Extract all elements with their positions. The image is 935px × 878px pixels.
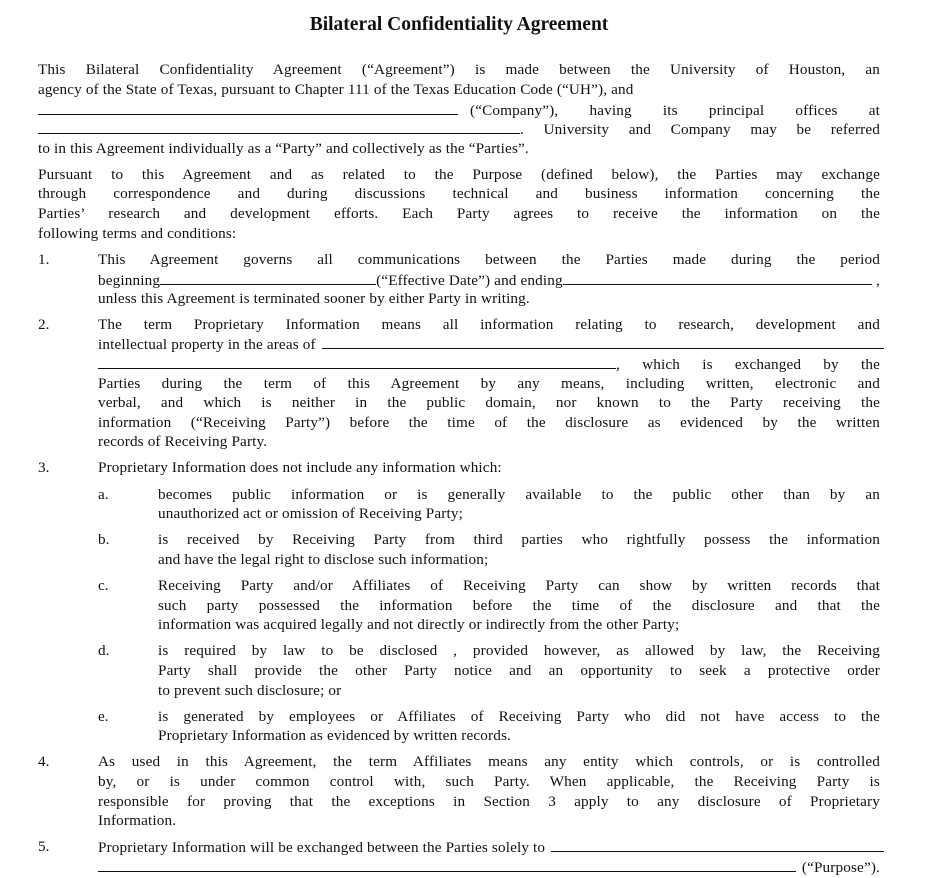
section-5-text: (“Purpose”). xyxy=(801,859,880,876)
section-number: 4. xyxy=(38,753,50,770)
document-title: Bilateral Confidentiality Agreement xyxy=(309,14,609,35)
subsection-e-line: Proprietary Information as evidenced by written records. xyxy=(158,727,511,744)
effective-date-field[interactable] xyxy=(160,270,376,285)
pursuant-line: Parties’ research and development efforts. Each Party agrees to receive the information on the xyxy=(38,205,880,222)
areas-field-continued[interactable] xyxy=(98,354,616,369)
section-4-line: responsible for proving that the exceptions in Section 3 apply to any disclosure of Proprietary xyxy=(98,793,880,810)
subsection-d-line: is required by law to be disclosed , provided however, as allowed by law, the Receiving xyxy=(158,642,880,659)
subsection-label: a. xyxy=(98,486,109,503)
intro-line: agency of the State of Texas, pursuant to Chapter 111 of the Texas Education Code (“UH”), and xyxy=(38,81,634,98)
subsection-label: c. xyxy=(98,577,109,594)
pursuant-line: through correspondence and during discussions technical and business information concerning the xyxy=(38,185,880,202)
section-4-line: Information. xyxy=(98,812,177,829)
subsection-a-line: becomes public information or is generally available to the public other than by an xyxy=(158,486,880,503)
subsection-b-line: and have the legal right to disclose such information; xyxy=(158,551,489,568)
subsection-e-line: is generated by employees or Affiliates of Receiving Party who did not have access to the xyxy=(158,708,880,725)
subsection-c-line: information was acquired legally and not directly or indirectly from the other Party; xyxy=(158,616,680,633)
subsection-d-line: Party shall provide the other Party notice and an opportunity to seek a protective order xyxy=(158,662,880,679)
company-name-field[interactable] xyxy=(38,100,458,115)
subsection-label: d. xyxy=(98,642,110,659)
purpose-field-continued[interactable] xyxy=(98,857,796,872)
subsection-c-line: Receiving Party and/or Affiliates of Receiving Party can show by written records that xyxy=(158,577,880,594)
end-date-field[interactable] xyxy=(563,270,872,285)
section-4-line: by, or is under common control with, such Party. When applicable, the Receiving Party is xyxy=(98,773,880,790)
section-5-text: Proprietary Information will be exchanged between the Parties solely to xyxy=(98,839,546,856)
section-2-line: records of Receiving Party. xyxy=(98,433,268,450)
areas-field[interactable] xyxy=(322,334,884,349)
subsection-b-line: is received by Receiving Party from third parties who rightfully possess the information xyxy=(158,531,880,548)
section-2-line: information (“Receiving Party”) before the time of the disclosure as evidenced by the written xyxy=(98,414,880,431)
subsection-c-line: such party possessed the information before the time of the disclosure and that the xyxy=(158,597,880,614)
section-1-text: beginning xyxy=(98,272,161,289)
section-1-line: unless this Agreement is terminated sooner by either Party in writing. xyxy=(98,290,530,307)
purpose-field[interactable] xyxy=(551,837,884,852)
intro-line: to in this Agreement individually as a “Party” and collectively as the “Parties”. xyxy=(38,140,529,157)
section-2-line: verbal, and which is neither in the public domain, nor known to the Party receiving the xyxy=(98,394,880,411)
intro-line: . University and Company may be referred xyxy=(520,121,880,138)
section-2-line: Parties during the term of this Agreement by any means, including written, electronic and xyxy=(98,375,880,392)
pursuant-line: Pursuant to this Agreement and as related to the Purpose (defined below), the Parties may exchange xyxy=(38,166,880,183)
subsection-label: b. xyxy=(98,531,110,548)
section-3-line: Proprietary Information does not include any information which: xyxy=(98,459,502,476)
company-address-field[interactable] xyxy=(38,119,520,134)
section-number: 2. xyxy=(38,316,50,333)
subsection-d-line: to prevent such disclosure; or xyxy=(158,682,342,699)
section-1-text: (“Effective Date”) and ending xyxy=(376,272,563,289)
subsection-a-line: unauthorized act or omission of Receiving Party; xyxy=(158,505,463,522)
section-number: 3. xyxy=(38,459,50,476)
section-1-text: , xyxy=(876,272,880,289)
intro-line: This Bilateral Confidentiality Agreement (“Agreement”) is made between the University of Houston, an xyxy=(38,61,880,78)
section-number: 1. xyxy=(38,251,50,268)
section-2-text: intellectual property in the areas of xyxy=(98,336,316,353)
pursuant-line: following terms and conditions: xyxy=(38,225,237,242)
subsection-label: e. xyxy=(98,708,109,725)
section-2-line: The term Proprietary Information means all information relating to research, development and xyxy=(98,316,880,333)
section-4-line: As used in this Agreement, the term Affiliates means any entity which controls, or is controlled xyxy=(98,753,880,770)
intro-line: (“Company”), having its principal offices at xyxy=(470,102,880,119)
section-2-text: , which is exchanged by the xyxy=(616,356,880,373)
section-number: 5. xyxy=(38,838,50,855)
section-1-line: This Agreement governs all communications between the Parties made during the period xyxy=(98,251,880,268)
